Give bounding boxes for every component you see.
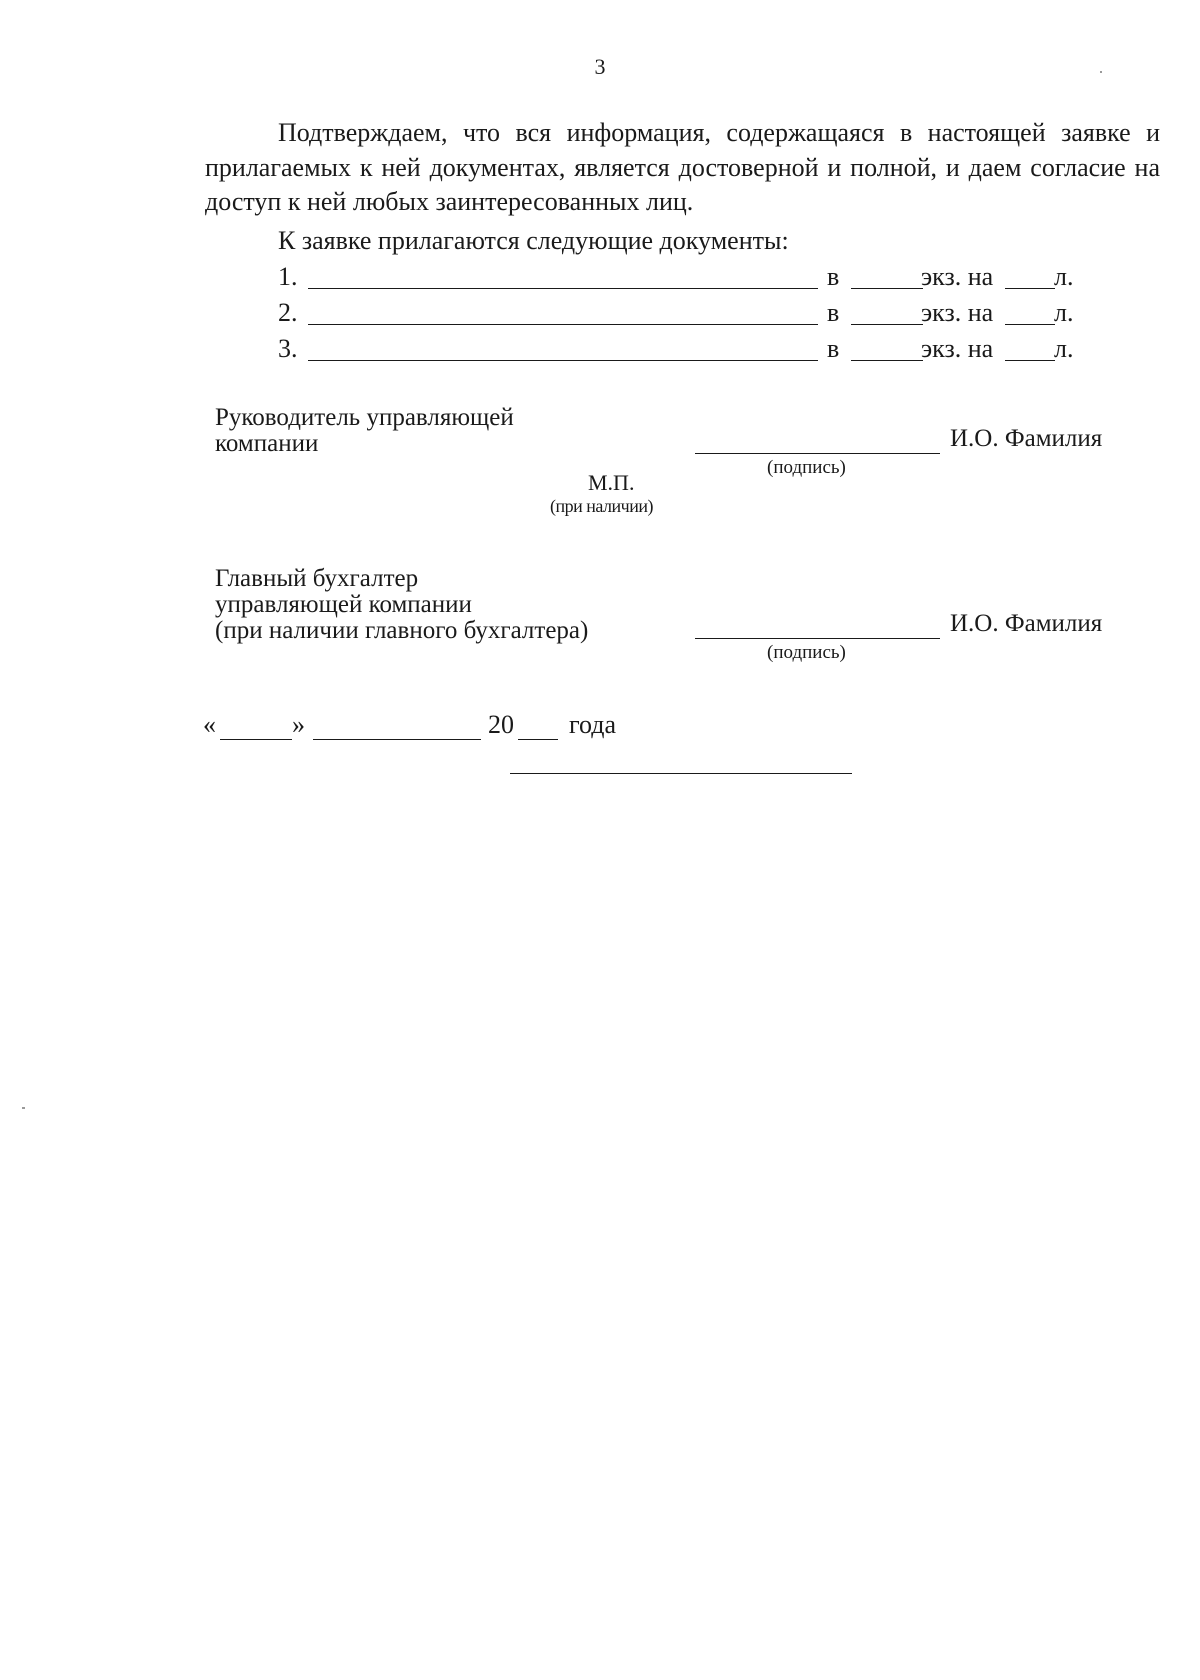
year-field[interactable] (518, 739, 558, 740)
copies-prefix: в (827, 298, 840, 327)
copies-suffix: экз. на (921, 262, 994, 291)
copies-suffix: экз. на (921, 298, 994, 327)
copies-count-field[interactable] (851, 360, 923, 361)
copies-suffix: экз. на (921, 334, 994, 363)
accountant-signer-name: И.О. Фамилия (950, 610, 1103, 637)
copies-count-field[interactable] (851, 324, 923, 325)
stamp-label: М.П. (588, 470, 635, 495)
attachment-title-field[interactable] (308, 324, 818, 325)
sheets-suffix: л. (1054, 334, 1074, 363)
attachment-number: 2. (278, 298, 298, 327)
head-signature-line[interactable] (695, 453, 940, 454)
accountant-signature-caption: (подпись) (767, 642, 846, 663)
date-line (203, 710, 643, 746)
copies-prefix: в (827, 262, 840, 291)
attachment-title-field[interactable] (308, 288, 818, 289)
head-signer-title: Руководитель управляющей компании (215, 404, 514, 457)
month-field[interactable] (313, 739, 481, 740)
attachments-intro: К заявке прилагаются следующие документы: (278, 226, 789, 255)
accountant-signature-line[interactable] (695, 638, 940, 639)
date-year-suffix: года (569, 710, 617, 739)
attachment-title-field[interactable] (308, 360, 818, 361)
sheets-count-field[interactable] (1005, 324, 1055, 325)
sheets-suffix: л. (1054, 298, 1074, 327)
head-signer-name: И.О. Фамилия (950, 425, 1103, 452)
sheets-count-field[interactable] (1005, 288, 1055, 289)
copies-count-field[interactable] (851, 288, 923, 289)
head-signature-caption: (подпись) (767, 457, 846, 478)
copies-prefix: в (827, 334, 840, 363)
scan-speck (1100, 71, 1102, 73)
sheets-count-field[interactable] (1005, 360, 1055, 361)
date-open-quote: « (203, 710, 216, 739)
date-close-quote: » (292, 710, 305, 739)
day-field[interactable] (220, 739, 292, 740)
scan-speck (22, 1107, 25, 1109)
date-century: 20 (488, 710, 514, 739)
sheets-suffix: л. (1054, 262, 1074, 291)
confirmation-paragraph: Подтверждаем, что вся информация, содержащаяся в настоящей заявке и прилагаемых к ней документах, является достоверной и полной, и даем согласие на доступ к ней любых заинтересованных лиц. (205, 118, 1160, 216)
attachment-number: 1. (278, 262, 298, 291)
accountant-signer-title: Главный бухгалтер управляющей компании (при наличии главного бухгалтера) (215, 565, 589, 644)
page-number: 3 (594, 54, 606, 79)
attachment-number: 3. (278, 334, 298, 363)
stamp-note: (при наличии) (550, 496, 653, 516)
closing-separator (510, 773, 852, 774)
